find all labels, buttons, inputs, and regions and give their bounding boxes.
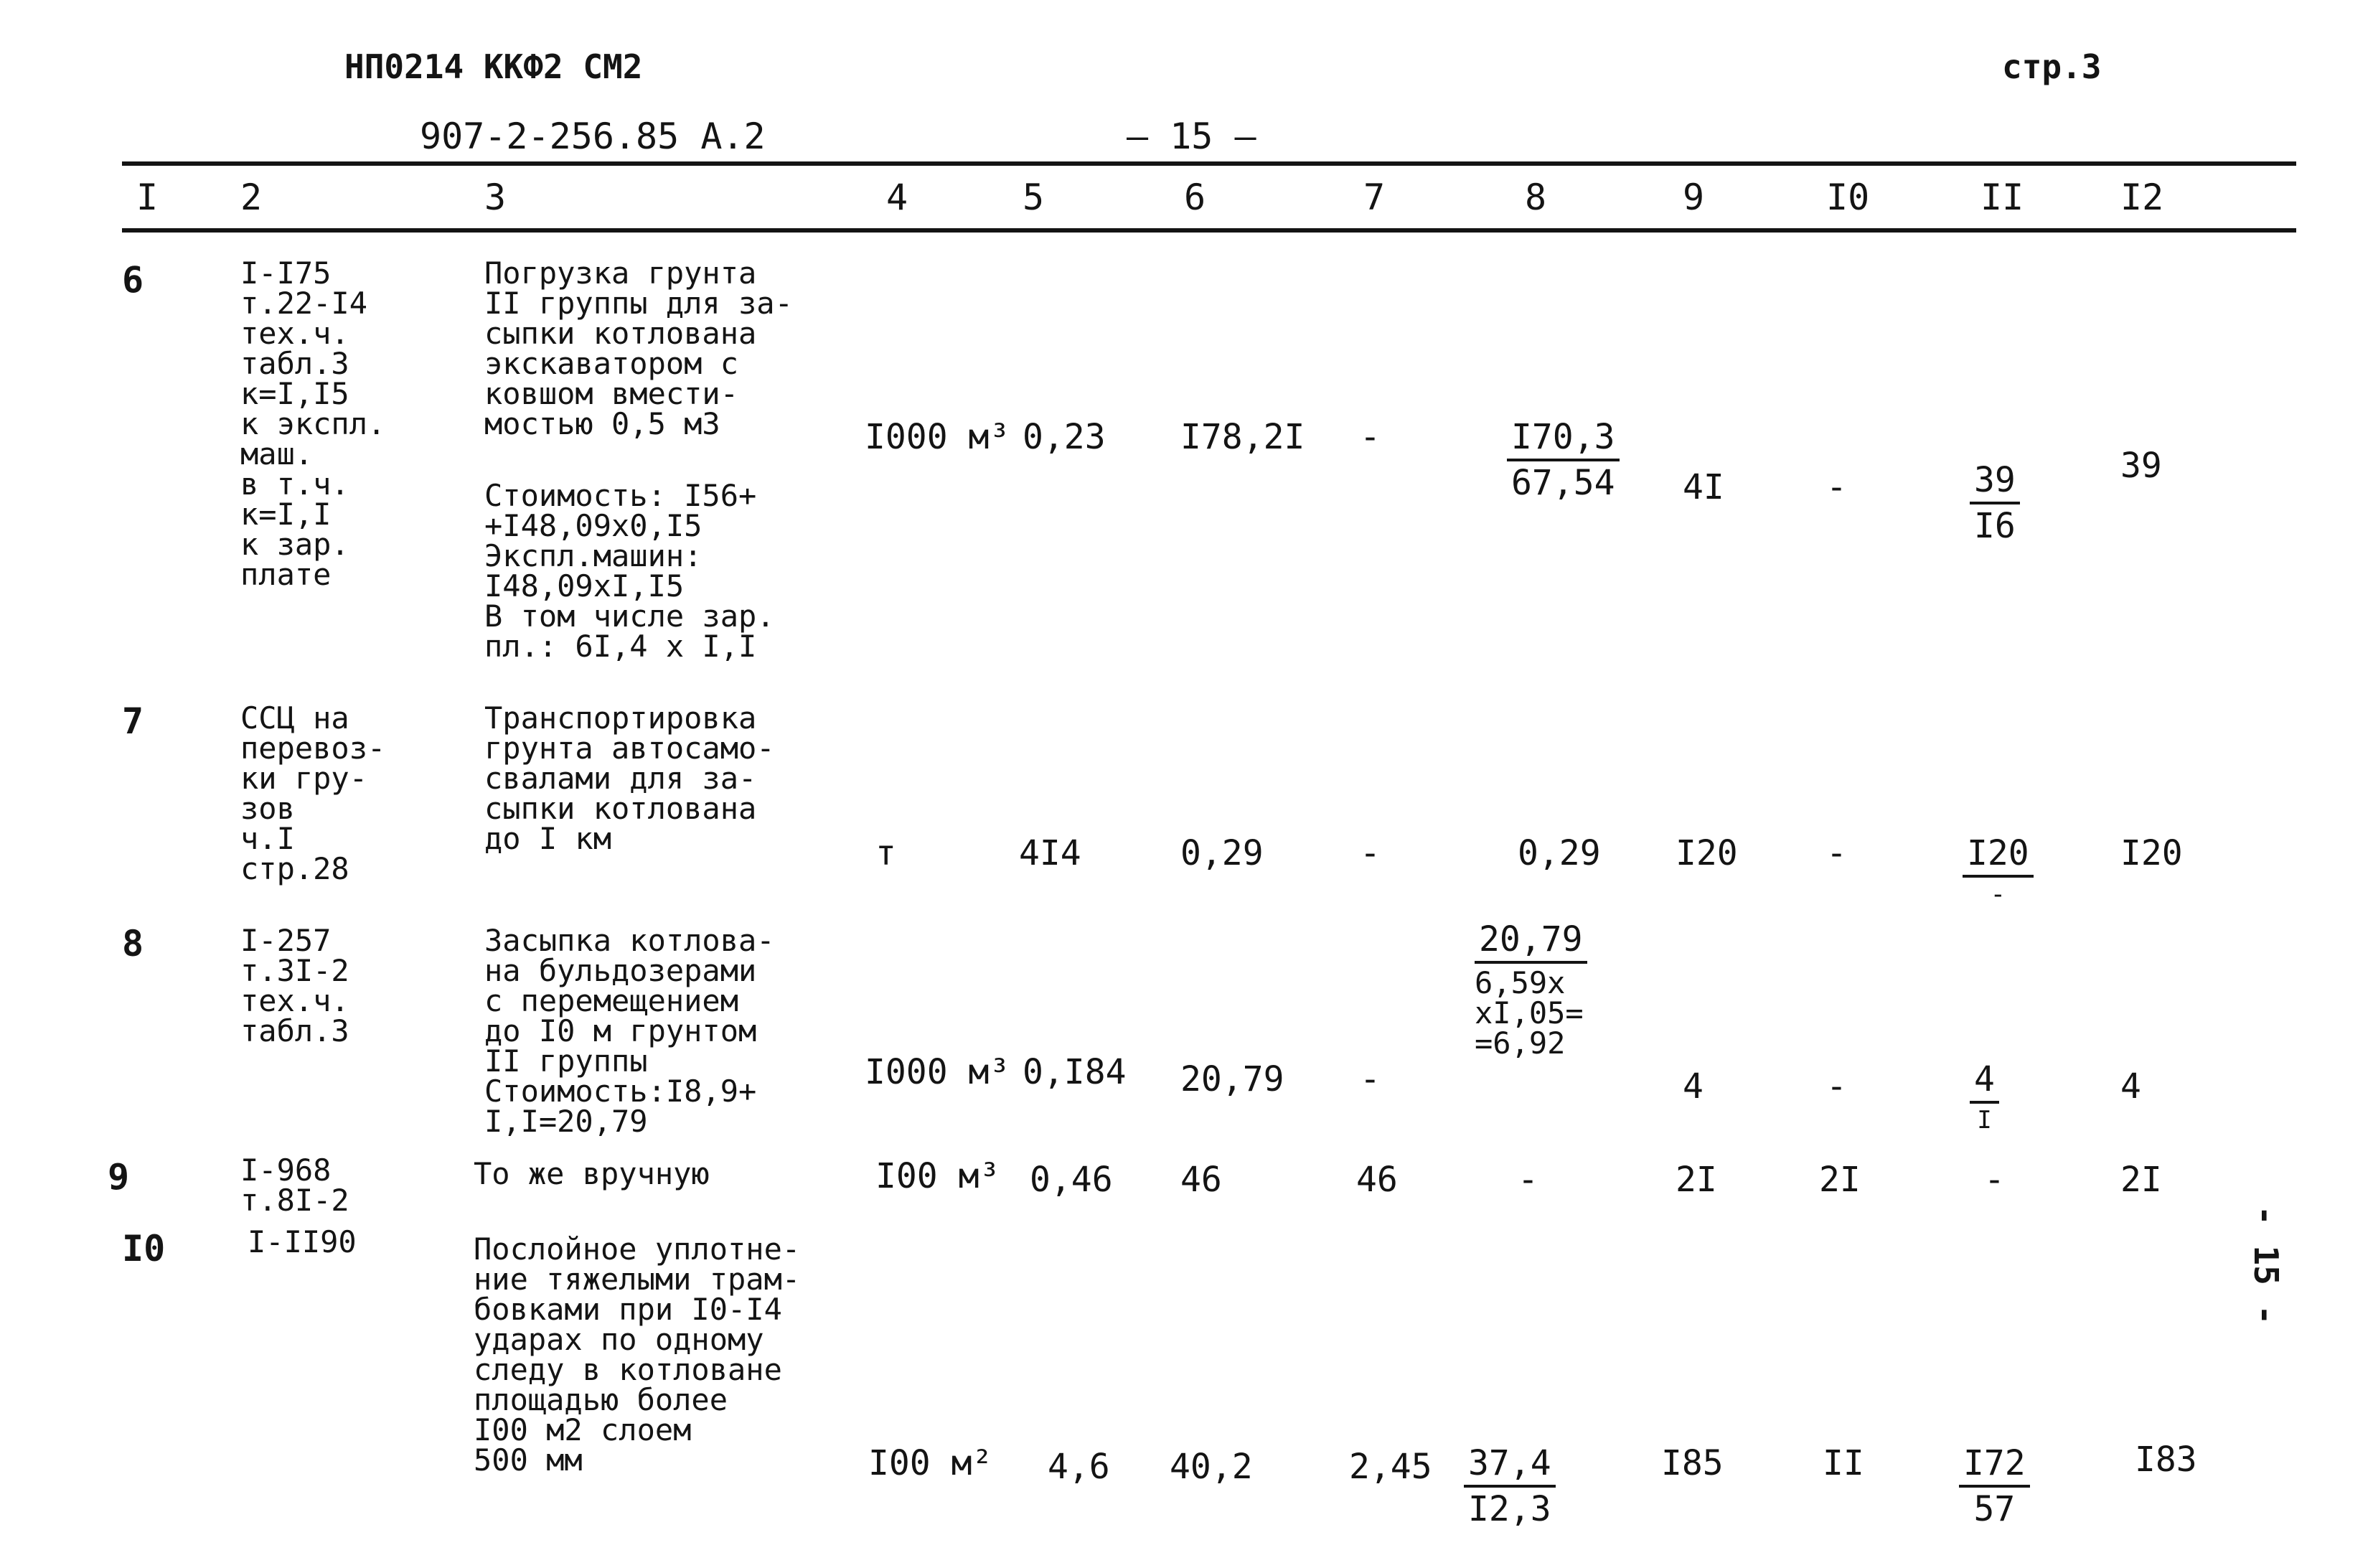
row-unit: т	[875, 833, 896, 873]
row-col8-fraction	[1464, 1443, 1556, 1529]
row-description: Послойное уплотне- ние тяжелыми трам- бовками при I0-I4 ударах по одному следу в котловане площадью более I00 м2 слоем 500 мм	[474, 1231, 801, 1478]
row-col8-bottom: 67,54	[1511, 463, 1615, 503]
row-col8-top: 37,4	[1464, 1446, 1556, 1488]
row-col9: 4I	[1683, 467, 1724, 507]
row-col9: 4	[1683, 1066, 1704, 1107]
row-col12: 2I	[2120, 1160, 2162, 1200]
header-top-rule	[122, 161, 2296, 166]
row-col8-top: I70,3	[1507, 420, 1620, 461]
row-reference: ССЦ на перевоз- ки гру- зов ч.I стр.28	[240, 700, 386, 886]
row-col9: I20	[1676, 833, 1738, 873]
row-col9: 2I	[1676, 1160, 1717, 1200]
row-unit: I000 м³	[865, 1052, 1010, 1092]
column-header-12: I2	[2120, 177, 2164, 218]
row-reference: I-I75 т.22-I4 тех.ч. табл.3 к=I,I5 к экспл. маш. в т.ч. к=I,I к зар. плате	[240, 255, 386, 592]
project-number: 907-2-256.85 А.2	[420, 116, 766, 157]
row-col7: 46	[1356, 1160, 1398, 1200]
row-number: I0	[122, 1228, 166, 1269]
column-header-3: 3	[484, 177, 507, 218]
row-unit: I00 м²	[868, 1443, 993, 1483]
row-col10: II	[1823, 1443, 1864, 1483]
row-col10: -	[1826, 467, 1847, 507]
row-reference: I-257 т.3I-2 тех.ч. табл.3	[240, 923, 349, 1048]
page-label: стр.3	[2002, 47, 2102, 86]
row-col8-fraction	[1475, 919, 1587, 1061]
row-col9: I85	[1661, 1443, 1724, 1483]
row-reference: I-968 т.8I-2	[240, 1152, 349, 1218]
row-col11-bottom: I	[1977, 1106, 1992, 1135]
row-col11-top: 39	[1970, 463, 2020, 504]
row-col12: 4	[2120, 1066, 2141, 1107]
row-col10: -	[1826, 833, 1847, 873]
row-col6: I78,2I	[1180, 417, 1305, 457]
column-header-6: 6	[1184, 177, 1206, 218]
column-header-1: I	[136, 177, 159, 218]
row-col11-top: I20	[1963, 836, 2034, 878]
row-quantity: 4I4	[1019, 833, 1081, 873]
row-quantity: 4,6	[1048, 1447, 1110, 1487]
row-col11-top: 4	[1970, 1062, 1999, 1104]
row-col11-fraction	[1959, 1443, 2030, 1529]
row-col11: -	[1984, 1160, 2005, 1200]
row-col8: 0,29	[1518, 833, 1601, 873]
row-col11-bottom: 57	[1973, 1489, 2016, 1529]
row-col11-bottom: I6	[1974, 506, 2016, 546]
row-col11-fraction	[1970, 460, 2020, 546]
row-number: 9	[108, 1156, 130, 1198]
row-col6: 46	[1180, 1160, 1222, 1200]
row-unit: I000 м³	[865, 417, 1010, 457]
row-col7: 2,45	[1349, 1447, 1432, 1487]
row-description: Погрузка грунта II группы для за- сыпки котлована экскаватором с ковшом вмести- мостью 0,5 м3	[484, 255, 793, 441]
row-col6: 20,79	[1180, 1059, 1284, 1099]
column-header-9: 9	[1683, 177, 1705, 218]
side-page-marker: - 15 -	[2247, 1206, 2285, 1325]
row-col6: 0,29	[1180, 833, 1264, 873]
row-col7: -	[1360, 1059, 1381, 1099]
row-col6: 40,2	[1170, 1447, 1253, 1487]
row-unit: I00 м³	[875, 1156, 1000, 1196]
row-description: То же вручную	[474, 1156, 710, 1191]
row-col11-top: I72	[1959, 1446, 2030, 1488]
row-col10: 2I	[1819, 1160, 1861, 1200]
row-col7: -	[1360, 833, 1381, 873]
row-col8: -	[1518, 1160, 1538, 1200]
row-quantity: 0,46	[1030, 1160, 1113, 1200]
row-quantity: 0,23	[1023, 417, 1106, 457]
row-number: 6	[122, 259, 144, 301]
row-quantity: 0,I84	[1023, 1052, 1127, 1092]
column-header-7: 7	[1363, 177, 1386, 218]
row-col8-bottom: 6,59x xI,05= =6,92	[1475, 965, 1584, 1061]
column-header-10: I0	[1826, 177, 1870, 218]
row-col11-bottom: -	[1990, 880, 2006, 909]
row-col12: I83	[2135, 1440, 2197, 1480]
page-marker: — 15 —	[1127, 116, 1256, 157]
row-col11-fraction	[1963, 833, 2034, 909]
column-header-5: 5	[1023, 177, 1045, 218]
doc-code: НП0214 ККФ2 СМ2	[344, 47, 643, 86]
row-description: Транспортировка грунта автосамо- свалами для за- сыпки котлована до I км	[484, 700, 775, 856]
row-col12: I20	[2120, 833, 2183, 873]
row-number: 8	[122, 923, 144, 964]
row-col12: 39	[2120, 446, 2162, 486]
column-header-2: 2	[240, 177, 263, 218]
row-col8-fraction	[1507, 417, 1620, 503]
column-header-11: II	[1980, 177, 2024, 218]
row-col10: -	[1826, 1066, 1847, 1107]
row-reference: I-II90	[248, 1224, 357, 1259]
row-col7: -	[1360, 417, 1381, 457]
row-cost-breakdown: Стоимость: I56+ +I48,09x0,I5 Экспл.машин: I48,09xI,I5 В том числе зар. пл.: 6I,4 x I,I	[484, 478, 775, 664]
column-header-8: 8	[1525, 177, 1547, 218]
column-header-4: 4	[886, 177, 908, 218]
row-number: 7	[122, 700, 144, 742]
row-col8-top: 20,79	[1475, 922, 1587, 964]
row-description: Засыпка котлова- на бульдозерами с перемещением до I0 м грунтом II группы Стоимость:I8,9+ I,I=20,79	[484, 923, 775, 1139]
row-col11-fraction	[1970, 1059, 1999, 1135]
row-col8-bottom: I2,3	[1468, 1489, 1551, 1529]
header-bottom-rule	[122, 228, 2296, 233]
